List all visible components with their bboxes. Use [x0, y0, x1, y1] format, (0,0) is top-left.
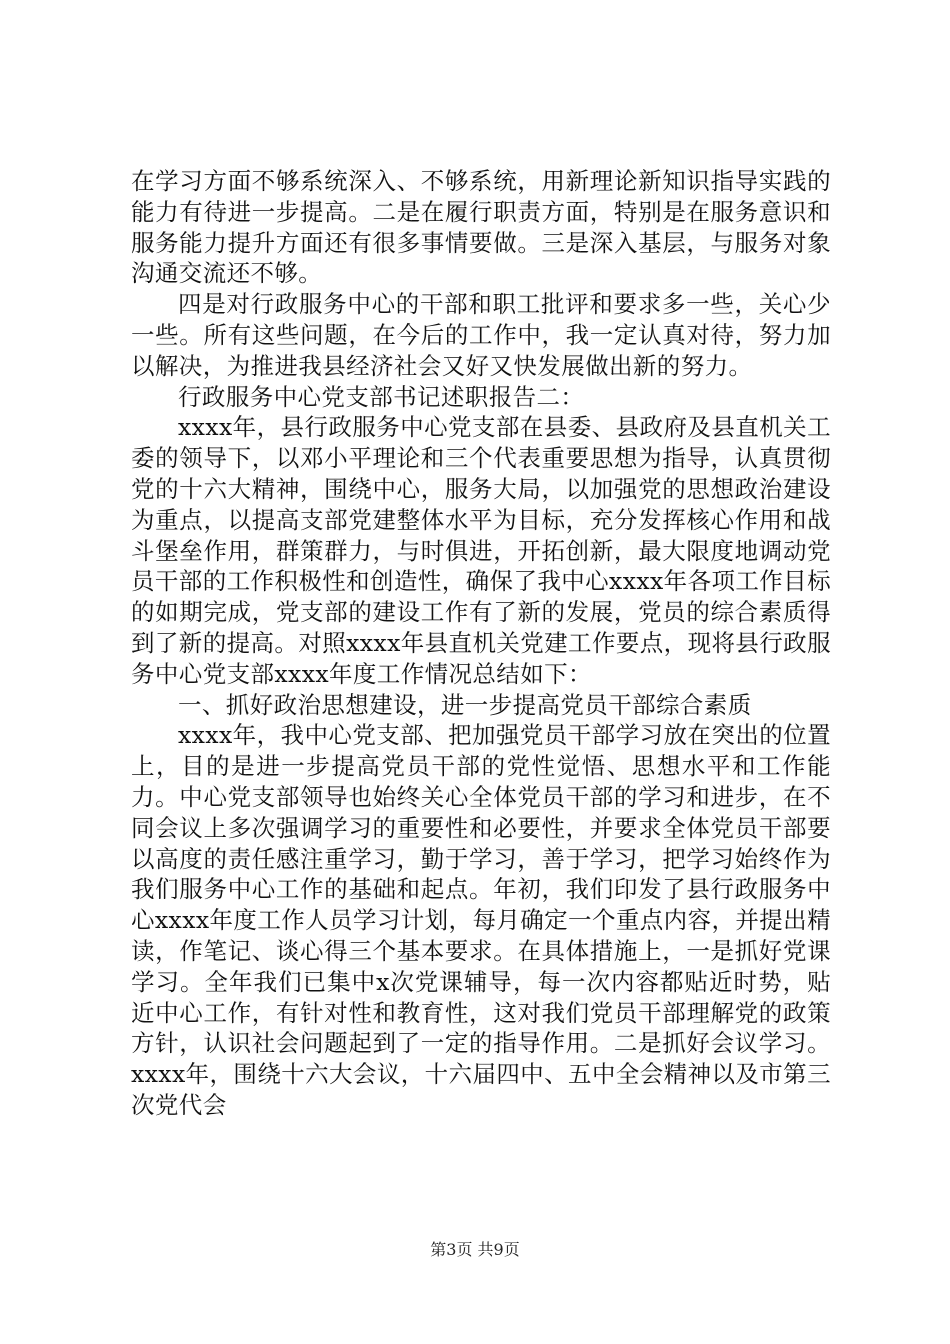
- paragraph-1: 在学习方面不够系统深入、不够系统，用新理论新知识指导实践的能力有待进一步提高。二是在履行职责方面，特别是在服务意识和服务能力提升方面还有很多事情要做。三是深入基层，与服务对象沟通交流还不够。: [131, 167, 831, 288]
- page-number-footer: 第3页 共9页: [430, 1240, 520, 1259]
- paragraph-4: xxxx年，我中心党支部、把加强党员干部学习放在突出的位置上，目的是进一步提高党员干部的党性觉悟、思想水平和工作能力。中心党支部领导也始终关心全体党员干部的学习和进步，在不同会议上多次强调学习的重要性和必要性，并要求全体党员干部要以高度的责任感注重学习，勤于学习，善于学习，把学习始终作为我们服务中心工作的基础和起点。年初，我们印发了县行政服务中心xxxx年度工作人员学习计划，每月确定一个重点内容，并提出精读，作笔记、谈心得三个基本要求。在具体措施上，一是抓好党课学习。全年我们已集中x次党课辅导，每一次内容都贴近时势，贴近中心工作，有针对性和教育性，这对我们党员干部理解党的政策方针，认识社会问题起到了一定的指导作用。二是抓好会议学习。xxxx年，围绕十六大会议，十六届四中、五中全会精神以及市第三次党代会: [131, 721, 831, 1119]
- paragraph-2: 四是对行政服务中心的干部和职工批评和要求多一些，关心少一些。所有这些问题，在今后的工作中，我一定认真对待，努力加以解决，为推进我县经济社会又好又快发展做出新的努力。: [131, 290, 831, 380]
- section-heading-political-construction: 一、抓好政治思想建设，进一步提高党员干部综合素质: [178, 690, 752, 719]
- section-heading-report-two: 行政服务中心党支部书记述职报告二：: [178, 382, 585, 411]
- document-body: [131, 166, 831, 1121]
- paragraph-3: xxxx年，县行政服务中心党支部在县委、县政府及县直机关工委的领导下，以邓小平理论和三个代表重要思想为指导，认真贯彻党的十六大精神，围绕中心，服务大局，以加强党的思想政治建设为重点，以提高支部党建整体水平为目标，充分发挥核心作用和战斗堡垒作用，群策群力，与时俱进，开拓创新，最大限度地调动党员干部的工作积极性和创造性，确保了我中心xxxx年各项工作目标的如期完成，党支部的建设工作有了新的发展，党员的综合素质得到了新的提高。对照xxxx年县直机关党建工作要点，现将县行政服务中心党支部xxxx年度工作情况总结如下：: [131, 413, 831, 688]
